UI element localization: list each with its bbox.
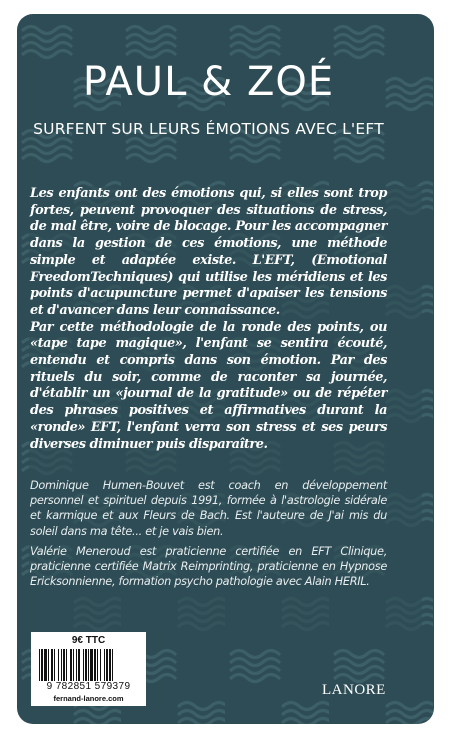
author-bio-dominique: Dominique Humen-Bouvet est coach en développement personnel et spirituel depuis 1991, formée à l'astrologie sidérale et karmique et aux Fleurs de Bach. Est l'auteure de J'ai mis du soleil dans ma tête... et je vais bien. <box>30 479 387 538</box>
author-bio-valerie: Valérie Meneroud est praticienne certifiée en EFT Clinique, praticienne certifiée Matrix Reimprinting, praticienne en Hypnose Ericksonnienne, formation psycho pathologie avec Alain HERIL. <box>30 544 387 589</box>
barcode-icon <box>38 649 139 681</box>
isbn-number: 9 782851 579379 <box>46 681 131 692</box>
publisher-website: fernand-lanore.com <box>53 694 124 703</box>
summary-paragraph-2: Par cette méthodologie de la ronde des points, ou «tape tape magique», l'enfant se sentira écouté, entendu et compris dans son émotion. Par des rituels du soir, comme de raconter sa journée, d'établir un «journal de la gratitude» ou de répéter des phrases positives et affirmatives durant la «ronde» EFT, l'enfant verra son stress et ses peurs diverses diminuer puis disparaître. <box>30 319 387 452</box>
barcode-label <box>31 632 146 706</box>
book-subtitle: SURFENT SUR LEURS ÉMOTIONS AVEC L'EFT <box>33 120 384 138</box>
publisher-logo: LANORE <box>322 682 386 698</box>
summary-paragraph-1: Les enfants ont des émotions qui, si elles sont trop fortes, peuvent provoquer des situations de stress, de mal être, voire de blocage. Pour les accompagner dans la gestion de ces émotions, une méthode simple et adaptée existe. L'EFT, (Emotional FreedomTechniques) qui utilise les méridiens et les points d'acupuncture permet d'apaiser les tensions et d'avancer dans leur connaissance. <box>30 186 387 318</box>
price-label: 9€ TTC <box>71 635 106 646</box>
book-title: PAUL & ZOÉ <box>82 59 335 105</box>
book-summary <box>30 186 387 453</box>
author-bios <box>30 478 387 589</box>
